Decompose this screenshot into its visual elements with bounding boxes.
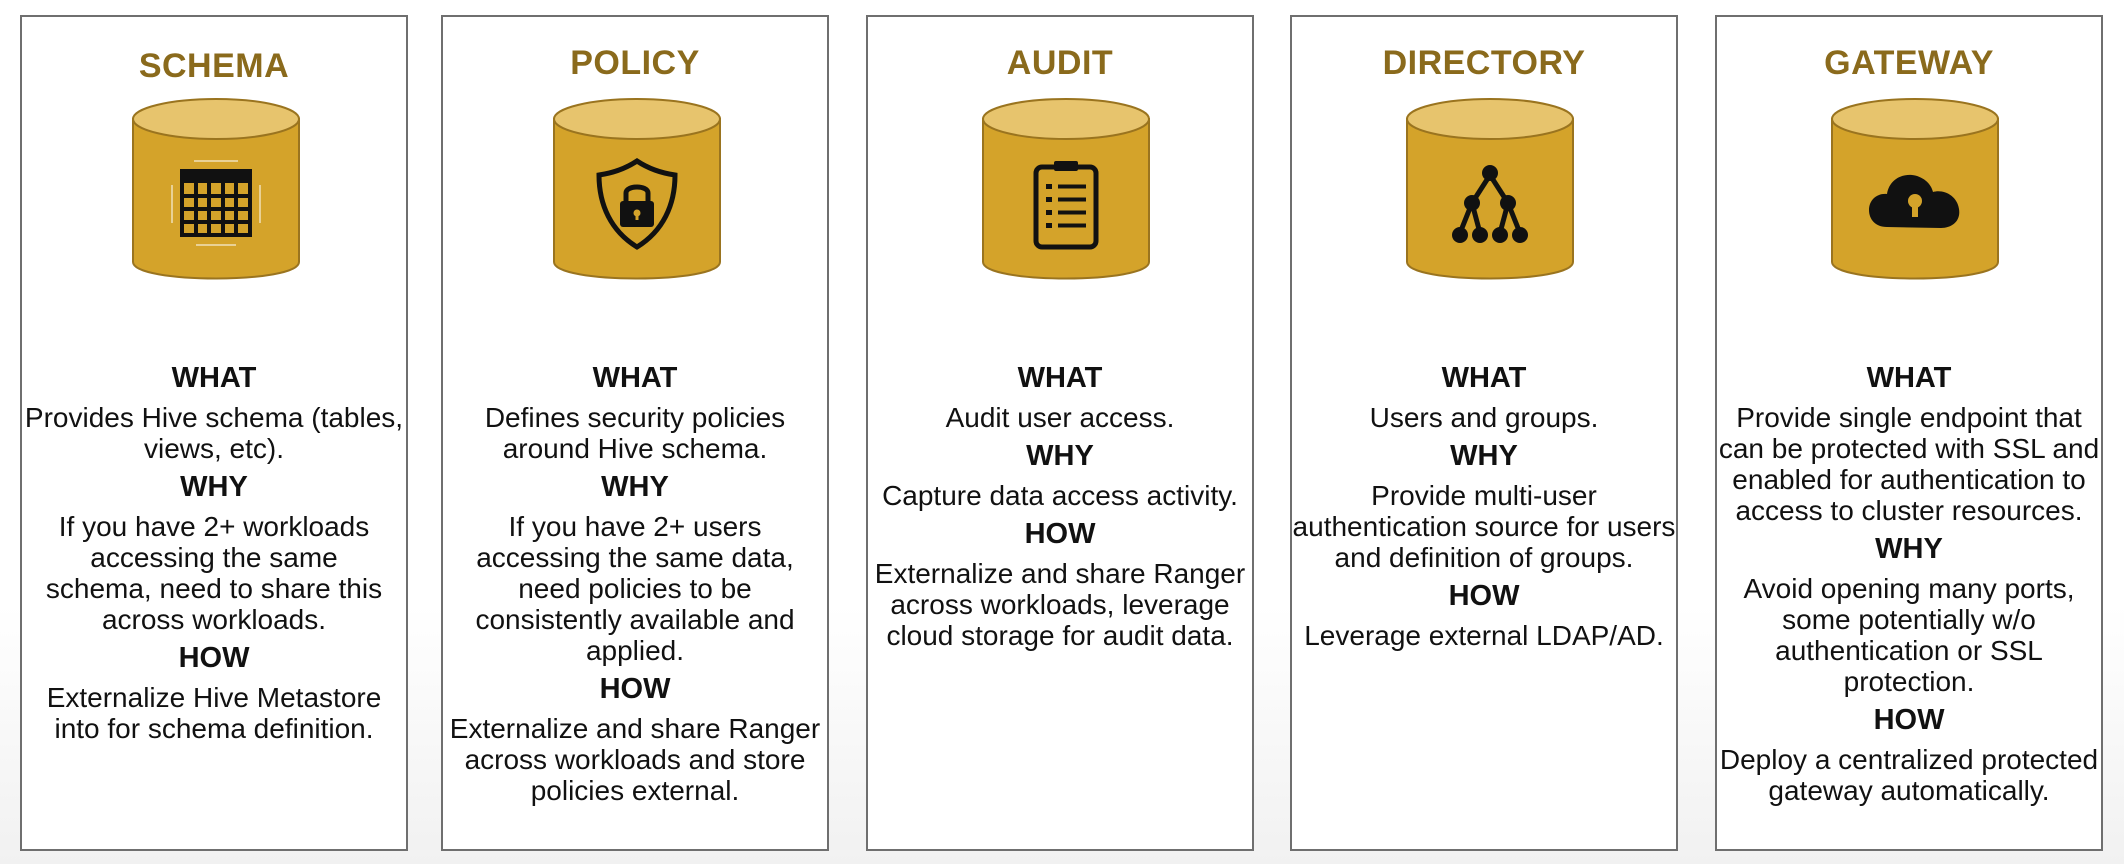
- how-section: [868, 519, 1252, 651]
- what-section: [1292, 363, 1676, 433]
- shield-lock-icon: [587, 153, 687, 253]
- how-heading: HOW: [1024, 518, 1096, 550]
- panel-content: [443, 363, 827, 814]
- database-cylinder: [1405, 97, 1575, 302]
- why-section: [1292, 441, 1676, 573]
- why-text: If you have 2+ users accessing the same data, need policies to be consistently available and applied.: [475, 511, 795, 666]
- how-text: Leverage external LDAP/AD.: [1304, 620, 1664, 651]
- what-heading: WHAT: [1017, 362, 1103, 394]
- panel-title: DIRECTORY: [1382, 44, 1586, 82]
- panel-policy: [441, 15, 829, 851]
- panel-schema: [20, 15, 408, 851]
- why-heading: WHY: [1875, 533, 1943, 565]
- why-section: [1717, 534, 2101, 697]
- why-section: [443, 472, 827, 666]
- how-section: [1717, 705, 2101, 806]
- panel-content: [1292, 363, 1676, 659]
- what-text: Users and groups.: [1369, 402, 1599, 433]
- why-text: Capture data access activity.: [882, 480, 1238, 511]
- what-section: [868, 363, 1252, 433]
- what-section: [22, 363, 406, 464]
- how-heading: HOW: [178, 642, 250, 674]
- what-text: Provide single endpoint that can be protected with SSL and enabled for authentication to access to cluster resources.: [1718, 402, 2100, 526]
- how-text: Deploy a centralized protected gateway automatically.: [1719, 744, 2099, 806]
- why-heading: WHY: [1450, 440, 1518, 472]
- database-cylinder: [1830, 97, 2000, 302]
- how-text: Externalize and share Ranger across workloads and store policies external.: [449, 713, 821, 806]
- hierarchy-tree-icon: [1440, 153, 1540, 253]
- how-heading: HOW: [1873, 704, 1945, 736]
- database-cylinder: [552, 97, 722, 302]
- panel-title: SCHEMA: [138, 47, 290, 85]
- database-cylinder: [981, 97, 1151, 302]
- how-heading: HOW: [1448, 580, 1520, 612]
- clipboard-list-icon: [1016, 153, 1116, 253]
- panel-gateway: [1715, 15, 2103, 851]
- how-text: Externalize and share Ranger across workloads, leverage cloud storage for audit data.: [874, 558, 1246, 651]
- what-text: Audit user access.: [945, 402, 1175, 433]
- what-section: [443, 363, 827, 464]
- how-text: Externalize Hive Metastore into for schema definition.: [46, 682, 382, 744]
- what-text: Provides Hive schema (tables, views, etc).: [24, 402, 404, 464]
- panel-title: AUDIT: [1006, 44, 1114, 82]
- how-heading: HOW: [599, 673, 671, 705]
- why-section: [868, 441, 1252, 511]
- panel-title: POLICY: [570, 44, 700, 82]
- cloud-lock-icon: [1865, 153, 1965, 253]
- why-heading: WHY: [1026, 440, 1094, 472]
- how-section: [1292, 581, 1676, 651]
- how-section: [443, 674, 827, 806]
- why-section: [22, 472, 406, 635]
- what-text: Defines security policies around Hive schema.: [484, 402, 786, 464]
- panel-content: [868, 363, 1252, 659]
- what-heading: WHAT: [171, 362, 257, 394]
- what-heading: WHAT: [592, 362, 678, 394]
- why-text: Avoid opening many ports, some potentially w/o authentication or SSL protection.: [1743, 573, 2075, 697]
- panel-audit: [866, 15, 1254, 851]
- database-cylinder: [131, 97, 301, 302]
- what-section: [1717, 363, 2101, 526]
- what-heading: WHAT: [1866, 362, 1952, 394]
- why-text: Provide multi-user authentication source for users and definition of groups.: [1292, 480, 1676, 573]
- panel-content: [1717, 363, 2101, 814]
- panel-title: GATEWAY: [1824, 44, 1994, 82]
- what-heading: WHAT: [1441, 362, 1527, 394]
- how-section: [22, 643, 406, 744]
- why-heading: WHY: [601, 471, 669, 503]
- why-text: If you have 2+ workloads accessing the same schema, need to share this across workloads.: [45, 511, 383, 635]
- why-heading: WHY: [180, 471, 248, 503]
- panel-directory: [1290, 15, 1678, 851]
- table-grid-icon: [166, 153, 266, 253]
- panel-content: [22, 363, 406, 752]
